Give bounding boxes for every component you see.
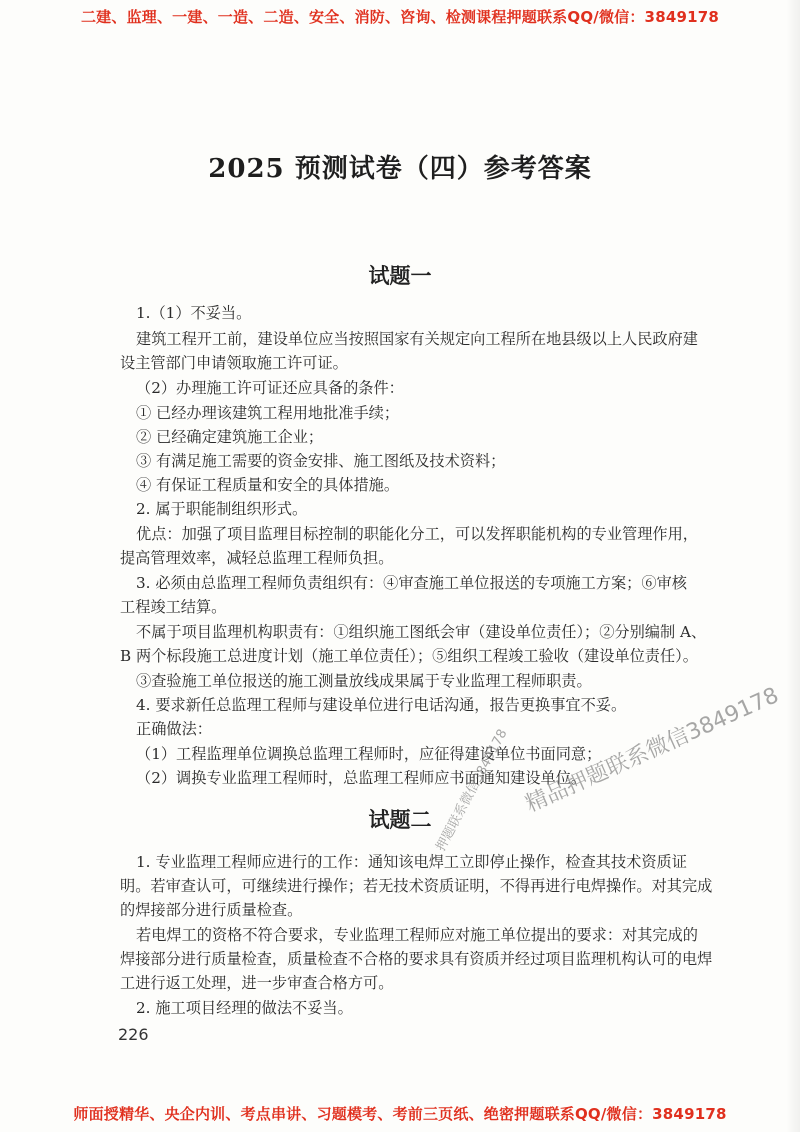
section-heading-1: 试题一 <box>368 263 432 288</box>
body-line: 的焊接部分进行质量检查。 <box>120 901 303 919</box>
body-line: 工进行返工处理，进一步审查合格方可。 <box>120 974 394 992</box>
body-line: 建筑工程开工前，建设单位应当按照国家有关规定向工程所在地县级以上人民政府建 <box>136 330 698 348</box>
body-line: 4. 要求新任总监理工程师与建设单位进行电话沟通，报告更换事宜不妥。 <box>136 696 627 714</box>
body-line: （2）调换专业监理工程师时，总监理工程师应书面通知建设单位。 <box>136 769 587 787</box>
body-line: ① 已经办理该建筑工程用地批准手续； <box>136 404 400 422</box>
body-line: ③查验施工单位报送的施工测量放线成果属于专业监理工程师职责。 <box>136 672 592 690</box>
diagonal-watermark-small: 押题联系微信3849178 <box>433 726 511 854</box>
body-line: 3. 必须由总监理工程师负责组织有：④审查施工单位报送的专项施工方案；⑥审核 <box>136 574 687 592</box>
diagonal-watermark: 精品押题联系微信3849178 <box>522 683 783 818</box>
body-line: 工程竣工结算。 <box>120 598 227 616</box>
body-line: B 两个标段施工总进度计划（施工单位责任）；⑤组织工程竣工验收（建设单位责任）。 <box>120 647 698 665</box>
body-line: （1）工程监理单位调换总监理工程师时，应征得建设单位书面同意； <box>136 745 602 763</box>
body-line: 1. 专业监理工程师应进行的工作：通知该电焊工立即停止操作，检查其技术资质证 <box>136 853 687 871</box>
body-line: 设主管部门申请领取施工许可证。 <box>120 354 348 372</box>
page-title: 2025 预测试卷（四）参考答案 <box>208 154 592 184</box>
body-line: 不属于项目监理机构职责有：①组织施工图纸会审（建设单位责任）；②分别编制 A、 <box>136 623 707 641</box>
body-line: ② 已经确定建筑施工企业； <box>136 428 324 446</box>
body-line: 优点：加强了项目监理目标控制的职能化分工，可以发挥职能机构的专业管理作用， <box>136 525 698 543</box>
body-line: ③ 有满足施工需要的资金安排、施工图纸及技术资料； <box>136 452 506 470</box>
body-line: 焊接部分进行质量检查，质量检查不合格的要求具有资质并经过项目监理机构认可的电焊 <box>120 950 713 968</box>
body-line: 2. 施工项目经理的做法不妥当。 <box>136 999 353 1017</box>
page-number: 226 <box>118 1025 149 1044</box>
body-line: （2）办理施工许可证还应具备的条件： <box>136 379 404 397</box>
body-line: ④ 有保证工程质量和安全的具体措施。 <box>136 476 400 494</box>
bottom-promo-banner: 师面授精华、央企内训、考点串讲、习题模考、考前三页纸、绝密押题联系QQ/微信：3849178 <box>73 1105 727 1123</box>
body-line: 明。若审查认可，可继续进行操作；若无技术资质证明，不得再进行电焊操作。对其完成 <box>120 877 713 895</box>
body-line: 2. 属于职能制组织形式。 <box>136 500 308 518</box>
body-line: 提高管理效率，减轻总监理工程师负担。 <box>120 549 394 567</box>
section-heading-2: 试题二 <box>368 807 432 832</box>
top-promo-banner: 二建、监理、一建、一造、二造、安全、消防、咨询、检测课程押题联系QQ/微信：3849178 <box>80 8 720 26</box>
body-line: 若电焊工的资格不符合要求，专业监理工程师应对施工单位提出的要求：对其完成的 <box>136 926 698 944</box>
body-line: 1.（1）不妥当。 <box>136 304 252 322</box>
body-line: 正确做法： <box>136 720 212 738</box>
